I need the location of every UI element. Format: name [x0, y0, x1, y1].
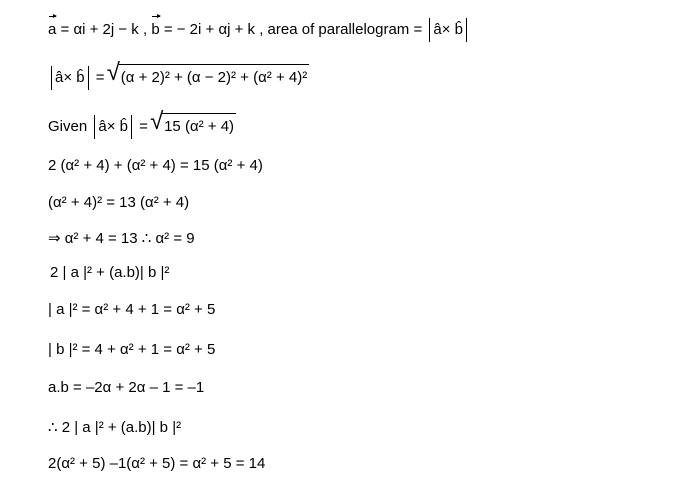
equation-line-10: a.b = –2α + 2α – 1 = –1: [48, 379, 205, 396]
equation-line-1: [48, 18, 470, 42]
vector-b-definition: = − 2i + αj + k , area of parallelogram =: [159, 20, 427, 38]
abs-bar-left: [94, 115, 95, 139]
radical-symbol: √: [106, 59, 120, 86]
vector-b-label: b: [151, 19, 159, 41]
vector-a-label: a: [48, 19, 56, 41]
equals-sign: =: [91, 69, 109, 86]
abs-bar-right: [88, 66, 89, 90]
square-root: [150, 108, 236, 138]
radical-symbol: √: [150, 108, 164, 135]
square-root: [106, 59, 309, 89]
given-label: Given: [48, 118, 92, 135]
equation-line-12: 2(α² + 5) –1(α² + 5) = α² + 5 = 14: [48, 455, 266, 472]
equation-line-6: ⇒ α² + 4 = 13 ∴ α² = 9: [48, 230, 195, 247]
equation-line-4: 2 (α² + 4) + (α² + 4) = 15 (α² + 4): [48, 157, 263, 174]
equals-sign: =: [134, 118, 153, 135]
root-content: 15 (α² + 4): [162, 113, 236, 138]
equation-line-3: [48, 108, 236, 139]
abs-bar-right: [466, 18, 467, 42]
root-content: (α + 2)² + (α − 2)² + (α² + 4)²: [119, 64, 309, 89]
cross-product: â× b̂: [433, 20, 464, 38]
cross-product: â× b̂: [98, 118, 128, 135]
vector-a-definition: = αi + 2j − k ,: [56, 20, 152, 38]
equation-line-7: 2 | a |² + (a.b)| b |²: [50, 264, 170, 281]
abs-bar-right: [131, 115, 132, 139]
equation-line-8: | a |² = α² + 4 + 1 = α² + 5: [48, 301, 216, 318]
equation-line-5: (α² + 4)² = 13 (α² + 4): [48, 194, 190, 211]
abs-bar-left: [51, 66, 52, 90]
equation-line-2: [48, 59, 309, 90]
equation-line-9: | b |² = 4 + α² + 1 = α² + 5: [48, 341, 216, 358]
abs-bar-left: [429, 18, 430, 42]
equation-line-11: ∴ 2 | a |² + (a.b)| b |²: [48, 419, 182, 436]
cross-product: â× b̂: [55, 69, 85, 86]
